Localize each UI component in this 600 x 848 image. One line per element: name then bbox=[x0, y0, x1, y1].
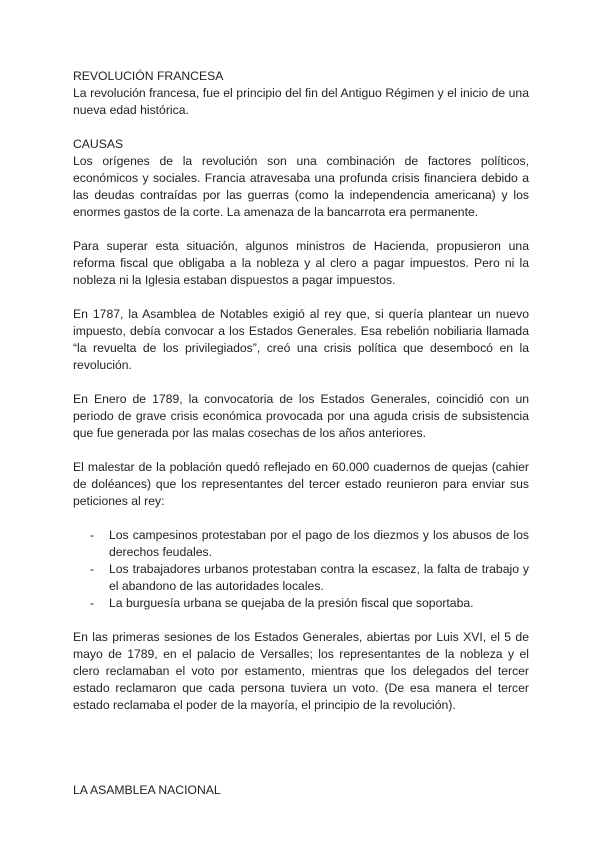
list-item-text: Los campesinos protestaban por el pago de los diezmos y los abusos de los derechos feudales. bbox=[109, 528, 529, 559]
paragraph-notables: En 1787, la Asamblea de Notables exigió al rey que, si quería plantear un nuevo impuesto, debía convocar a los Estados Generales. Esa rebelión nobiliaria llamada “la revuelta de los privilegiados”, creó una crisis política que desembocó en la revolución. bbox=[73, 307, 529, 372]
document-page bbox=[73, 68, 529, 799]
paragraph-estates-general: En Enero de 1789, la convocatoria de los Estados Generales, coincidió con un periodo de grave crisis económica provocada por una aguda crisis de subsistencia que fue generada por las malas cosechas de los años anteriores. bbox=[73, 392, 529, 440]
list-item bbox=[73, 595, 529, 612]
national-assembly-heading: LA ASAMBLEA NACIONAL bbox=[73, 783, 221, 797]
list-item bbox=[73, 561, 529, 595]
bullet-marker: - bbox=[90, 528, 95, 542]
grievances-list bbox=[73, 527, 529, 612]
list-item-text: Los trabajadores urbanos protestaban contra la escasez, la falta de trabajo y el abandono de las autoridades locales. bbox=[109, 562, 529, 593]
intro-paragraph: La revolución francesa, fue el principio del fin del Antiguo Régimen y el inicio de una nueva edad histórica. bbox=[73, 86, 529, 117]
list-item bbox=[73, 527, 529, 561]
paragraph-grievances: El malestar de la población quedó reflejado en 60.000 cuadernos de quejas (cahier de doléances) que los representantes del tercer estado reunieron para enviar sus peticiones al rey: bbox=[73, 460, 529, 508]
paragraph-fiscal-reform: Para superar esta situación, algunos ministros de Hacienda, propusieron una reforma fiscal que obligaba a la nobleza y al clero a pagar impuestos. Pero ni la nobleza ni la Iglesia estaban dispuestos a pagar impuestos. bbox=[73, 239, 529, 287]
paragraph-first-sessions: En las primeras sesiones de los Estados Generales, abiertas por Luis XVI, el 5 de mayo de 1789, en el palacio de Versalles; los representantes de la nobleza y el clero reclamaban el voto por estamento, mientras que los delegados del tercer estado reclamaron que cada persona tuviera un voto. (De esa manera el tercer estado reclamaba el poder de la mayoría, el principio de la revolución). bbox=[73, 630, 529, 712]
list-item-text: La burguesía urbana se quejaba de la presión fiscal que soportaba. bbox=[109, 596, 474, 610]
bullet-marker: - bbox=[90, 562, 95, 576]
bullet-marker: - bbox=[90, 596, 95, 610]
paragraph-origins: Los orígenes de la revolución son una combinación de factores políticos, económicos y sociales. Francia atravesaba una profunda crisis financiera debido a las deudas contraídas por las guerras (como la independencia americana) y los enormes gastos de la corte. La amenaza de la bancarrota era permanente. bbox=[73, 154, 529, 219]
document-title: REVOLUCIÓN FRANCESA bbox=[73, 69, 224, 83]
causes-heading: CAUSAS bbox=[73, 137, 124, 151]
